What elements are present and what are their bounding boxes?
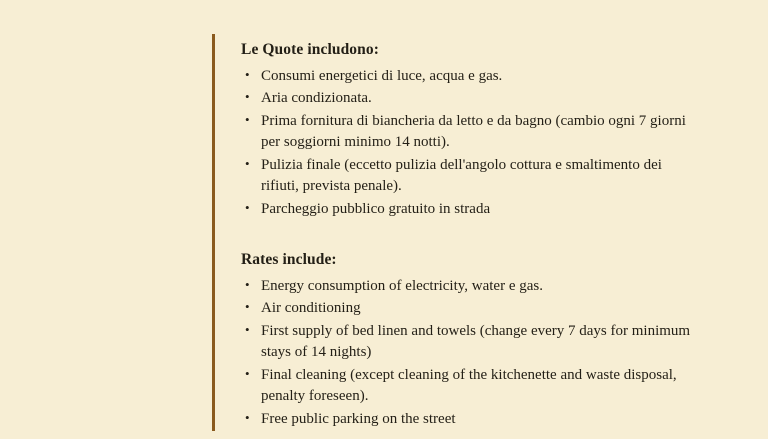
list-item-text: Final cleaning (except cleaning of the kitchenette and waste disposal, penalty foreseen). (261, 366, 677, 405)
bullet-icon: • (245, 321, 250, 337)
bullet-icon: • (245, 365, 250, 381)
list-item-text: Aria condizionata. (261, 90, 372, 107)
bullet-icon: • (245, 409, 250, 425)
bullet-icon: • (245, 276, 250, 292)
list-item-text: Consumi energetici di luce, acqua e gas. (261, 67, 503, 84)
list-item (241, 321, 691, 364)
bullet-icon: • (245, 89, 250, 105)
list-item (241, 199, 691, 220)
bullet-icon: • (245, 155, 250, 171)
list-item (241, 365, 691, 408)
list-item (241, 88, 691, 109)
list-english (241, 276, 692, 430)
list-item (241, 111, 691, 154)
list-item-text: First supply of bed linen and towels (change every 7 days for minimum stays of 14 nights) (261, 322, 691, 361)
list-item (241, 276, 691, 297)
bullet-icon: • (245, 299, 250, 315)
list-item-text: Air conditioning (261, 300, 361, 317)
content-wrapper (212, 34, 692, 431)
section-english (241, 250, 692, 430)
list-item (241, 66, 691, 87)
list-italian (241, 66, 692, 220)
list-item (241, 298, 691, 319)
list-item-text: Prima fornitura di biancheria da letto e da bagno (cambio ogni 7 giorni per soggiorni minimo 14 notti). (261, 112, 686, 151)
list-item (241, 409, 691, 430)
bullet-icon: • (245, 66, 250, 82)
list-item (241, 155, 691, 198)
bullet-icon: • (245, 199, 250, 215)
bullet-icon: • (245, 111, 250, 127)
list-item-text: Free public parking on the street (261, 410, 456, 427)
list-item-text: Pulizia finale (eccetto pulizia dell'angolo cottura e smaltimento dei rifiuti, prevista penale). (261, 156, 662, 195)
list-item-text: Energy consumption of electricity, water e gas. (261, 277, 543, 294)
text-blocks (215, 34, 692, 431)
section-italian (241, 40, 692, 220)
section-heading-italian: Le Quote includono: (241, 41, 379, 58)
section-heading-english: Rates include: (241, 250, 337, 268)
section-spacer (241, 238, 692, 250)
list-item-text: Parcheggio pubblico gratuito in strada (261, 200, 491, 217)
